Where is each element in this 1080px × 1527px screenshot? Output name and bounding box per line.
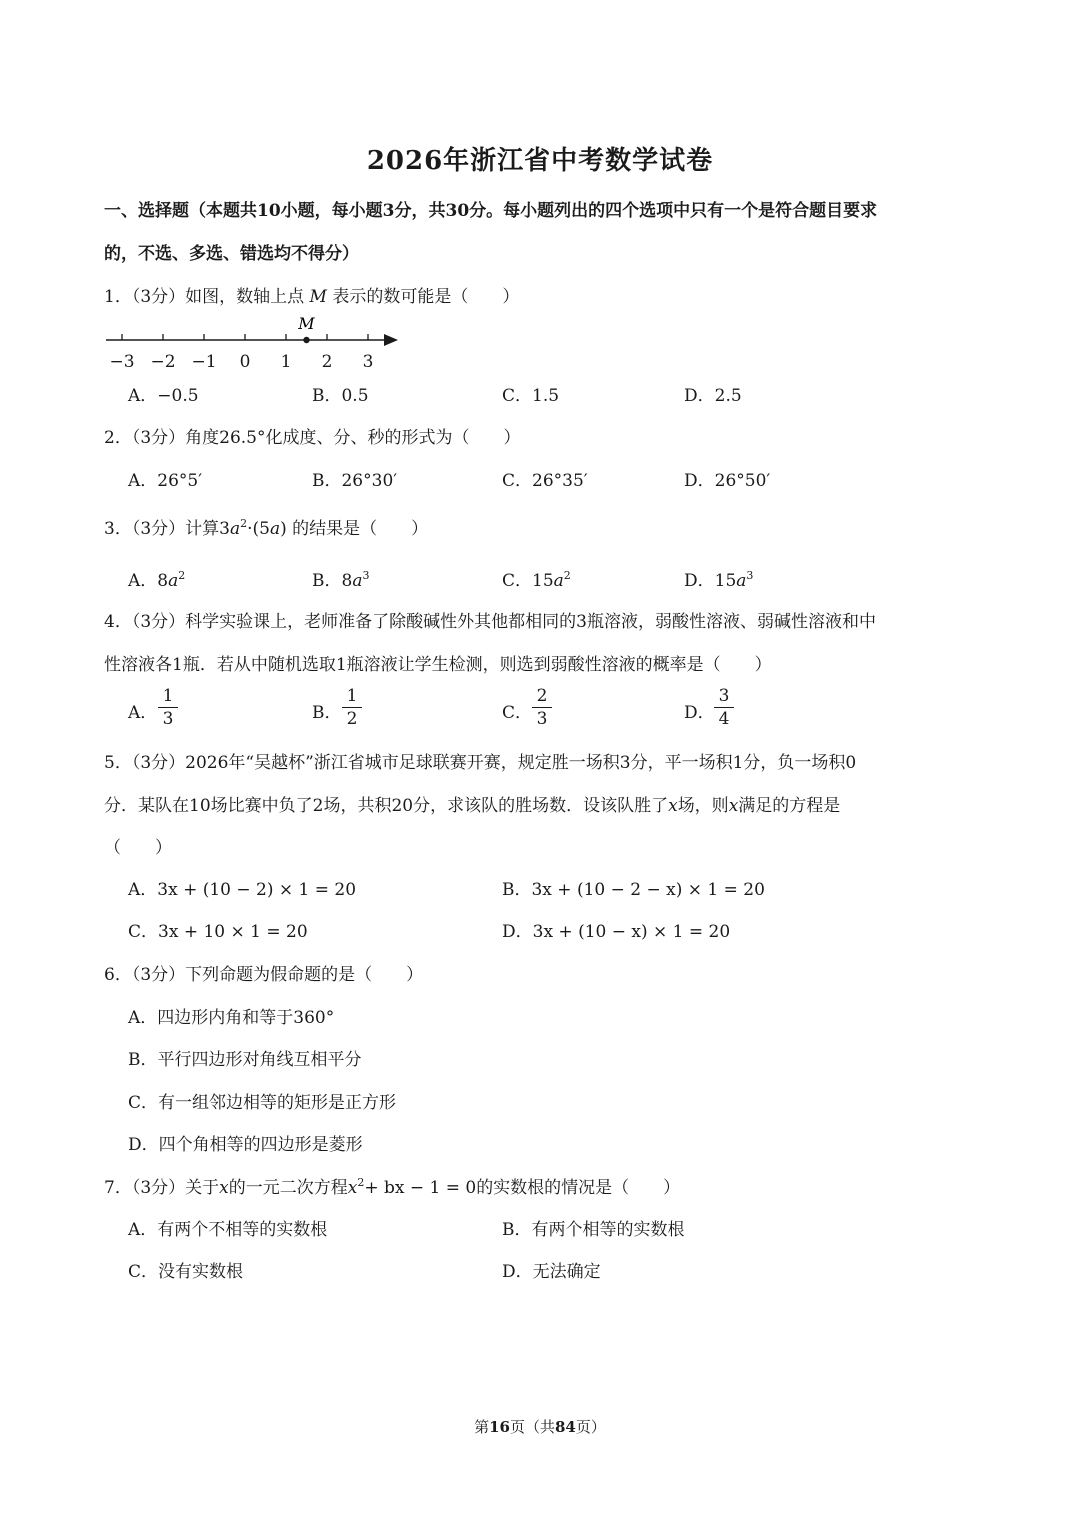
footer-post: 页） xyxy=(575,1418,606,1436)
question-7-prefix: 7．（3分）关于 xyxy=(104,1178,220,1198)
expr-var: a xyxy=(229,519,241,539)
question-5-var: x xyxy=(668,796,678,816)
option-label: A． xyxy=(128,571,158,591)
q5-option-a: A．3x + (10 − 2) × 1 = 20 xyxy=(128,880,357,900)
section-heading-line1: 一、选择题（本题共10小题，每小题3分，共30分。每小题列出的四个选项中只有一个是符合题目要求 xyxy=(104,201,878,221)
option-var: a xyxy=(736,571,747,591)
number-line-tick-label: −3 xyxy=(109,352,135,372)
number-line-figure xyxy=(100,310,410,376)
expr-close: ) xyxy=(280,519,287,539)
option-exp: 2 xyxy=(178,569,186,582)
q3-option-d xyxy=(684,566,753,591)
question-6-stem: 6．（3分）下列命题为假命题的是（ ） xyxy=(104,965,424,985)
q6-option-a: A．四边形内角和等于360° xyxy=(128,1008,335,1028)
fraction-denominator: 3 xyxy=(162,709,174,729)
question-4-line2: 性溶液各1瓶．若从中随机选取1瓶溶液让学生检测，则选到弱酸性溶液的概率是（ ） xyxy=(104,655,772,675)
number-line-tick-label: −2 xyxy=(150,352,176,372)
option-label: B． xyxy=(312,571,342,591)
q7-option-d: D．无法确定 xyxy=(502,1262,601,1282)
q4-option-d-label: D． xyxy=(684,703,715,723)
question-1-variable: M xyxy=(309,287,327,307)
q6-option-b: B．平行四边形对角线互相平分 xyxy=(128,1050,362,1070)
option-var: a xyxy=(352,571,363,591)
page-footer xyxy=(0,1416,1080,1437)
q3-option-b xyxy=(312,566,369,591)
fraction-numerator: 1 xyxy=(342,686,362,708)
footer-page-number: 16 xyxy=(489,1418,510,1436)
question-3-stem xyxy=(104,514,428,539)
number-line-tick-label: 0 xyxy=(239,352,251,372)
fraction-denominator: 2 xyxy=(346,709,358,729)
q4-option-c-label: C． xyxy=(502,703,533,723)
page-title: 2026年浙江省中考数学试卷 xyxy=(366,146,714,176)
fraction-numerator: 1 xyxy=(158,686,178,708)
question-7-suffix: 的实数根的情况是（ ） xyxy=(476,1178,681,1198)
number-line-tick-label: 2 xyxy=(321,352,333,372)
q2-option-c: C．26°35′ xyxy=(502,471,588,491)
option-label: D． xyxy=(684,571,715,591)
question-5-line2 xyxy=(104,791,840,816)
q1-option-b: B．0.5 xyxy=(312,386,369,406)
q3-option-a xyxy=(128,566,185,591)
question-5-line2-b: 场，则 xyxy=(677,796,729,816)
footer-mid: 页（共 xyxy=(509,1418,555,1436)
q2-option-a: A．26°5′ xyxy=(128,471,203,491)
q5-option-b: B．3x + (10 − 2 − x) × 1 = 20 xyxy=(502,880,765,900)
option-label: C． xyxy=(502,571,533,591)
question-1-stem xyxy=(104,282,519,307)
number-line-tick-label: −1 xyxy=(191,352,217,372)
q7-option-b: B．有两个相等的实数根 xyxy=(502,1220,685,1240)
number-line-arrow-icon xyxy=(384,334,398,346)
q6-option-c: C．有一组邻边相等的矩形是正方形 xyxy=(128,1093,397,1113)
footer-total-pages: 84 xyxy=(555,1418,576,1436)
q6-option-d: D．四个角相等的四边形是菱形 xyxy=(128,1135,363,1155)
section-heading-line2: 的，不选、多选、错选均不得分） xyxy=(104,244,359,264)
question-7-stem xyxy=(104,1173,680,1198)
fraction-denominator: 3 xyxy=(536,709,548,729)
option-exp: 2 xyxy=(563,569,571,582)
expr-coef: 3 xyxy=(219,519,230,539)
equation-var: x xyxy=(347,1178,358,1198)
question-5-var: x xyxy=(728,796,739,816)
q1-option-c: C．1.5 xyxy=(502,386,560,406)
option-var: a xyxy=(168,571,179,591)
q2-option-d: D．26°50′ xyxy=(684,471,771,491)
q1-option-a: A．−0.5 xyxy=(128,386,199,406)
q4-option-b-label: B． xyxy=(312,703,342,723)
question-1-prefix: 1．（3分）如图，数轴上点 xyxy=(104,287,305,307)
q4-option-a-fraction xyxy=(158,686,178,730)
number-line-tick-label: 1 xyxy=(280,352,292,372)
option-exp: 3 xyxy=(362,569,370,582)
option-var: a xyxy=(553,571,564,591)
question-7-mid: 的一元二次方程 xyxy=(228,1178,348,1198)
q7-option-c: C．没有实数根 xyxy=(128,1262,244,1282)
q4-option-a-label: A． xyxy=(128,703,158,723)
footer-pre: 第 xyxy=(474,1418,490,1436)
expr-exponent: 2 xyxy=(240,517,248,530)
question-5-line2-c: 满足的方程是 xyxy=(738,796,841,816)
q7-option-a: A．有两个不相等的实数根 xyxy=(128,1220,328,1240)
question-1-suffix: 表示的数可能是（ ） xyxy=(332,287,520,307)
point-m-dot xyxy=(303,337,309,343)
number-line-tick-label: 3 xyxy=(362,352,374,372)
q2-option-b: B．26°30′ xyxy=(312,471,398,491)
q1-option-d: D．2.5 xyxy=(684,386,742,406)
question-5-line3: （ ） xyxy=(104,838,172,858)
fraction-denominator: 4 xyxy=(718,709,730,729)
option-coef: 15 xyxy=(532,571,554,591)
question-5-line2-a: 分．某队在10场比赛中负了2场，共积20分，求该队的胜场数．设该队胜了 xyxy=(104,796,669,816)
question-5-line1: 5．（3分）2026年“吴越杯”浙江省城市足球联赛开赛，规定胜一场积3分，平一场积1分，负一场积0 xyxy=(104,753,857,773)
q4-option-d-fraction xyxy=(714,686,734,730)
question-2-stem: 2．（3分）角度26.5°化成度、分、秒的形式为（ ） xyxy=(104,428,521,448)
point-m-label: M xyxy=(298,314,315,333)
q4-option-b-fraction xyxy=(342,686,362,730)
expr-var2: a xyxy=(269,519,281,539)
option-exp: 3 xyxy=(746,569,754,582)
q4-option-c-fraction xyxy=(532,686,552,730)
q3-option-c xyxy=(502,566,571,591)
question-3-suffix: 的结果是（ ） xyxy=(292,519,429,539)
question-4-line1: 4．（3分）科学实验课上，老师准备了除酸碱性外其他都相同的3瓶溶液，弱酸性溶液、弱碱性溶液和中 xyxy=(104,612,876,632)
fraction-numerator: 2 xyxy=(532,686,552,708)
fraction-numerator: 3 xyxy=(714,686,734,708)
question-3-prefix: 3．（3分）计算 xyxy=(104,519,220,539)
q5-option-d: D．3x + (10 − x) × 1 = 20 xyxy=(502,922,731,942)
equation-rest: + bx − 1 = 0 xyxy=(364,1178,477,1198)
option-coef: 8 xyxy=(341,571,353,591)
q5-option-c: C．3x + 10 × 1 = 20 xyxy=(128,922,308,942)
equation-exp: 2 xyxy=(357,1176,365,1189)
question-7-var: x xyxy=(219,1178,229,1198)
option-coef: 8 xyxy=(157,571,169,591)
option-coef: 15 xyxy=(714,571,737,591)
expr-mid: ·(5 xyxy=(247,519,270,539)
